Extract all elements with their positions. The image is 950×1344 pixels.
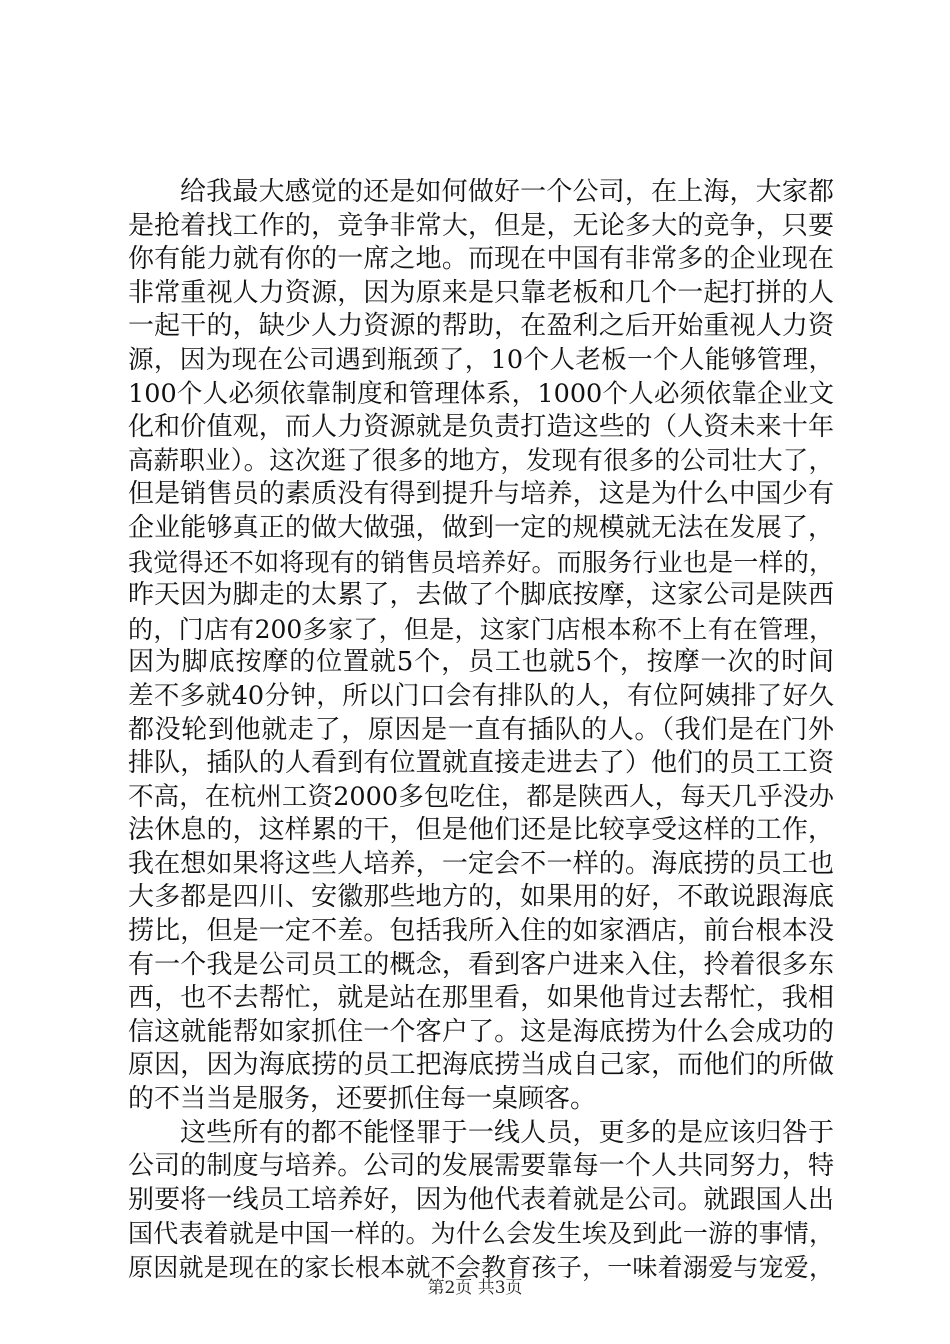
text-line: 100个人必须依靠制度和管理体系，1000个人必须依靠企业文 [128, 378, 834, 409]
text-line: 化和价值观，而人力资源就是负责打造这些的（人资未来十年 [128, 412, 834, 443]
text-line: 高薪职业）。这次逛了很多的地方，发现有很多的公司壮大了， [128, 445, 834, 476]
text-line: 大多都是四川、安徽那些地方的，如果用的好，不敢说跟海底 [128, 882, 834, 913]
text-line: 昨天因为脚走的太累了，去做了个脚底按摩，这家公司是陕西 [128, 580, 834, 611]
text-line: 我在想如果将这些人培养，一定会不一样的。海底捞的员工也 [128, 848, 834, 879]
page-footer: 第2页 共3页 [427, 1278, 523, 1298]
text-line: 但是销售员的素质没有得到提升与培养，这是为什么中国少有 [128, 479, 834, 510]
text-line: 公司的制度与培养。公司的发展需要靠每一个人共同努力，特 [128, 1151, 834, 1182]
text-line: 给我最大感觉的还是如何做好一个公司，在上海，大家都 [180, 177, 834, 207]
text-line: 我觉得还不如将现有的销售员培养好。而服务行业也是一样的， [128, 547, 834, 577]
text-line: 捞比，但是一定不差。包括我所入住的如家酒店，前台根本没 [128, 916, 834, 947]
text-line: 非常重视人力资源，因为原来是只靠老板和几个一起打拼的人 [128, 277, 834, 308]
text-line: 企业能够真正的做大做强，做到一定的规模就无法在发展了， [128, 512, 834, 543]
body-text [128, 176, 834, 1285]
text-line: 因为脚底按摩的位置就5个，员工也就5个，按摩一次的时间 [128, 647, 834, 678]
text-line: 国代表着就是中国一样的。为什么会发生埃及到此一游的事情， [128, 1219, 834, 1249]
text-line: 原因，因为海底捞的员工把海底捞当成自己家，而他们的所做 [128, 1050, 834, 1081]
text-line: 你有能力就有你的一席之地。而现在中国有非常多的企业现在 [128, 244, 834, 275]
text-line: 这些所有的都不能怪罪于一线人员，更多的是应该归咎于 [180, 1117, 834, 1148]
text-line: 西，也不去帮忙，就是站在那里看，如果他肯过去帮忙，我相 [128, 983, 834, 1014]
text-line: 排队，插队的人看到有位置就直接走进去了）他们的员工工资 [128, 748, 834, 779]
text-line: 信这就能帮如家抓住一个客户了。这是海底捞为什么会成功的 [128, 1016, 834, 1047]
text-line: 一起干的，缺少人力资源的帮助，在盈利之后开始重视人力资 [128, 311, 834, 342]
text-line: 别要将一线员工培养好，因为他代表着就是公司。就跟国人出 [128, 1184, 834, 1215]
text-line: 的，门店有200多家了，但是，这家门店根本称不上有在管理， [128, 614, 834, 644]
text-line: 差不多就40分钟，所以门口会有排队的人，有位阿姨排了好久 [128, 680, 834, 711]
text-line: 有一个我是公司员工的概念，看到客户进来入住，拎着很多东 [128, 949, 834, 980]
text-line: 不高，在杭州工资2000多包吃住，都是陕西人，每天几乎没办 [128, 781, 834, 812]
text-line: 源，因为现在公司遇到瓶颈了，10个人老板一个人能够管理， [128, 344, 834, 375]
text-line: 都没轮到他就走了，原因是一直有插队的人。（我们是在门外 [128, 714, 834, 745]
text-line: 原因就是现在的家长根本就不会教育孩子，一味着溺爱与宠爱， [128, 1253, 834, 1282]
text-line: 法休息的，这样累的干，但是他们还是比较享受这样的工作， [128, 815, 834, 846]
text-line: 是抢着找工作的，竞争非常大，但是，无论多大的竞争，只要 [128, 210, 834, 241]
text-line: 的不当当是服务，还要抓住每一桌顾客。 [128, 1084, 597, 1115]
